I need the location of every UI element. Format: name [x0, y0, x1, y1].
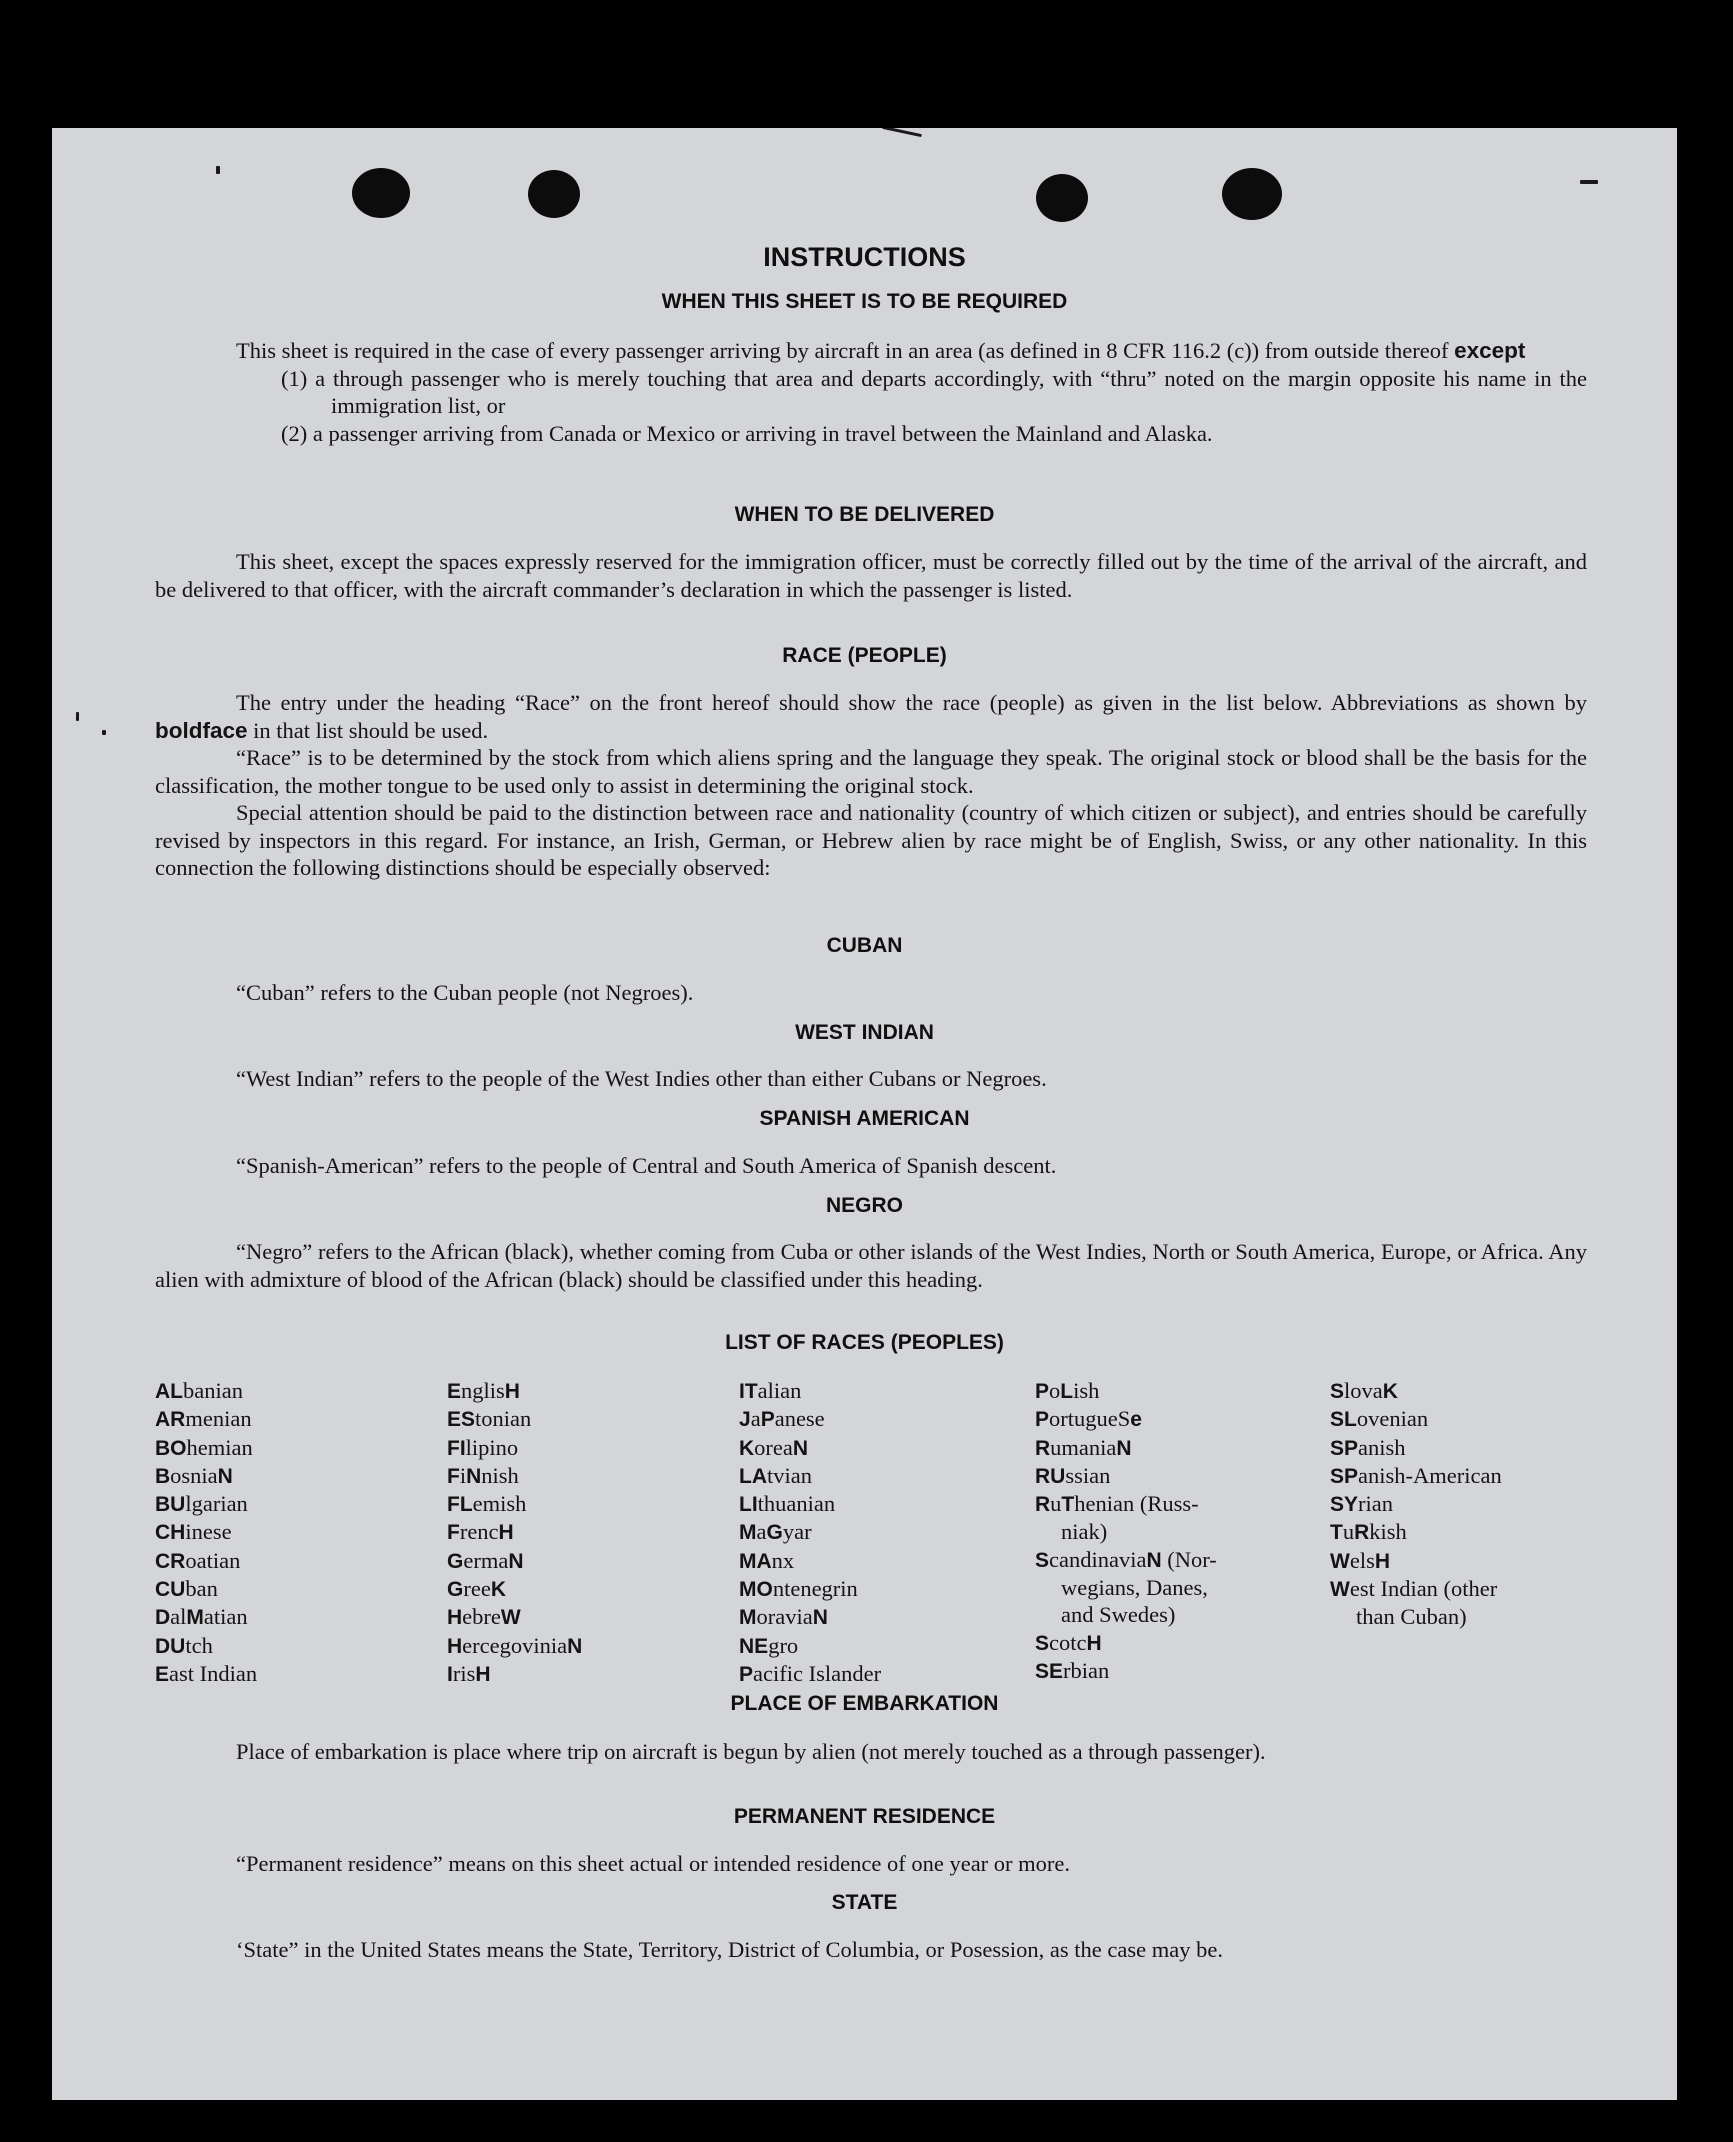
- race-entry: SErbian: [1035, 1657, 1110, 1683]
- exception-item-1: (1) a through passenger who is merely touching that area and departs accordingly, with “thru” noted on the margin opposite his name in the immigration list, or: [281, 365, 1587, 418]
- paragraph-state: ‘State” in the United States means the State, Territory, District of Columbia, or Posession, as the case may be.: [236, 1937, 1223, 1962]
- race-entry: SLovenian: [1330, 1406, 1429, 1432]
- paragraph-west-indian: “West Indian” refers to the people of the West Indies other than either Cubans or Negroes.: [236, 1066, 1047, 1091]
- race-entry: ITalian: [739, 1378, 802, 1403]
- punch-hole: [1036, 174, 1088, 222]
- race-entry: MoraviaN: [739, 1604, 828, 1630]
- race-entry: ScotcH: [1035, 1629, 1102, 1655]
- race-entry: BOhemian: [155, 1434, 253, 1460]
- race-entry: FrencH: [447, 1519, 514, 1545]
- race-list-column-4: [1035, 1377, 1217, 1685]
- race-entry: BosniaN: [155, 1462, 233, 1488]
- punch-hole: [528, 170, 580, 218]
- race-entry: RuThenian (Russ-: [1035, 1491, 1199, 1517]
- punch-hole: [352, 168, 410, 218]
- race-entry-continuation: than Cuban): [1356, 1604, 1467, 1630]
- speck: [1580, 180, 1598, 184]
- race-list-column-3: [739, 1377, 881, 1688]
- section-title-west-indian: WEST INDIAN: [795, 1021, 934, 1044]
- race-entry: WelsH: [1330, 1547, 1390, 1573]
- race-entry: SPanish-American: [1330, 1462, 1502, 1488]
- race-entry: SYrian: [1330, 1491, 1393, 1517]
- race-entry: ScandinaviaN (Nor-: [1035, 1546, 1217, 1572]
- race-entry: CUban: [155, 1576, 218, 1602]
- race-entry: KoreaN: [739, 1434, 809, 1460]
- race-entry: BUlgarian: [155, 1491, 248, 1517]
- paragraph-spanish-american: “Spanish-American” refers to the people of Central and South America of Spanish descent.: [236, 1153, 1057, 1178]
- race-entry: DUtch: [155, 1632, 213, 1658]
- race-entry: Pacific Islander: [739, 1660, 882, 1686]
- speck: [882, 128, 922, 137]
- race-entry: RUssian: [1035, 1462, 1111, 1488]
- speck: [76, 712, 79, 721]
- race-entry: RumaniaN: [1035, 1434, 1132, 1460]
- section-title-delivered: WHEN TO BE DELIVERED: [734, 503, 995, 526]
- speck: [102, 730, 106, 735]
- section-title-race: RACE (PEOPLE): [782, 644, 947, 667]
- section-title-embarkation: PLACE OF EMBARKATION: [730, 1692, 999, 1715]
- race-entry: JaPanese: [739, 1406, 825, 1432]
- race-entry: MOntenegrin: [739, 1576, 858, 1602]
- race-entry: ARmenian: [155, 1406, 252, 1432]
- race-text-2: in that list should be used.: [253, 717, 489, 743]
- race-entry: MaGyar: [739, 1519, 812, 1545]
- race-text-1: The entry under the heading “Race” on the front hereof should show the race (people) as given in the list below. Abbreviations as shown by: [236, 690, 1587, 715]
- race-text-3: “Race” is to be determined by the stock from which aliens spring and the language they speak. The original stock or blood shall be the basis for the classification, the mother tongue to be used only to assist in determining the original stock.: [155, 745, 1587, 798]
- race-entry: SlovaK: [1330, 1378, 1398, 1403]
- section-title-residence: PERMANENT RESIDENCE: [733, 1805, 996, 1828]
- race-entry: NEgro: [739, 1632, 799, 1658]
- race-entry: PoLish: [1035, 1378, 1100, 1403]
- race-entry: ALbanian: [155, 1378, 243, 1403]
- race-entry: LAtvian: [739, 1462, 812, 1488]
- race-entry: CRoatian: [155, 1547, 241, 1573]
- race-entry: West Indian (other: [1330, 1576, 1498, 1602]
- race-text-4: Special attention should be paid to the distinction between race and nationality (country of which citizen or subject), and entries should be carefully revised by inspectors in this regard. For instance, an Irish, German, or Hebrew alien by race might be of English, Swiss, or any other nationality. In this connection the following distinctions should be especially observed:: [155, 800, 1587, 880]
- section-title-cuban: CUBAN: [826, 934, 903, 957]
- paragraph-embarkation: Place of embarkation is place where trip on aircraft is begun by alien (not merely touched as a through passenger).: [236, 1739, 1266, 1764]
- required-text: This sheet is required in the case of every passenger arriving by aircraft in an area (as defined in 8 CFR 116.2 (c)) from outside thereof: [236, 338, 1449, 363]
- section-title-negro: NEGRO: [825, 1194, 903, 1217]
- race-entry: GermaN: [447, 1547, 524, 1573]
- race-entry: IrisH: [447, 1660, 491, 1686]
- race-entry: MAnx: [739, 1547, 795, 1573]
- race-list-column-1: [155, 1377, 257, 1688]
- paragraph-race: [155, 689, 1587, 882]
- paragraph-delivered: This sheet, except the spaces expressly reserved for the immigration officer, must be correctly filled out by the time of the arrival of the aircraft, and be delivered to that officer, with the aircraft commander’s declaration in which the passenger is listed.: [155, 549, 1587, 602]
- section-title-state: STATE: [831, 1891, 898, 1914]
- race-entry-continuation: and Swedes): [1061, 1602, 1176, 1628]
- paragraph-cuban: “Cuban” refers to the Cuban people (not Negroes).: [236, 980, 694, 1005]
- race-entry: East Indian: [155, 1660, 258, 1686]
- document-sheet: [52, 128, 1677, 2100]
- race-entry: SPanish: [1330, 1434, 1406, 1460]
- section-title-required: WHEN THIS SHEET IS TO BE REQUIRED: [661, 290, 1068, 313]
- race-entry: DalMatian: [155, 1604, 248, 1630]
- paragraph-required: [155, 337, 1587, 447]
- race-entry: LIthuanian: [739, 1491, 836, 1517]
- race-entry: GreeK: [447, 1576, 506, 1602]
- race-entry: FLemish: [447, 1491, 527, 1517]
- race-entry: HercegoviniaN: [447, 1632, 583, 1658]
- section-title-spanish-american: SPANISH AMERICAN: [759, 1107, 970, 1130]
- except-keyword: except: [1454, 338, 1526, 363]
- exception-item-2: (2) a passenger arriving from Canada or Mexico or arriving in travel between the Mainland and Alaska.: [281, 420, 1213, 446]
- page-title: INSTRUCTIONS: [763, 242, 966, 272]
- race-entry: HebreW: [447, 1604, 521, 1630]
- section-title-list: LIST OF RACES (PEOPLES): [725, 1331, 1004, 1354]
- race-entry: CHinese: [155, 1519, 232, 1545]
- race-entry: TuRkish: [1330, 1519, 1407, 1545]
- race-entry: FIlipino: [447, 1434, 519, 1460]
- boldface-keyword: boldface: [155, 717, 248, 743]
- race-list-column-5: [1330, 1377, 1502, 1631]
- race-entry-continuation: wegians, Danes,: [1061, 1575, 1208, 1601]
- race-entry: EnglisH: [447, 1378, 520, 1403]
- speck: [216, 166, 220, 174]
- race-entry: FiNnish: [447, 1462, 519, 1488]
- paragraph-negro: “Negro” refers to the African (black), whether coming from Cuba or other islands of the West Indies, North or South America, Europe, or Africa. Any alien with admixture of blood of the African (black) should be classified under this heading.: [155, 1239, 1587, 1292]
- race-entry-continuation: niak): [1061, 1519, 1108, 1545]
- race-list-column-2: [447, 1377, 582, 1688]
- race-entry: EStonian: [447, 1406, 532, 1432]
- race-entry: PortugueSe: [1035, 1406, 1142, 1432]
- paragraph-residence: “Permanent residence” means on this sheet actual or intended residence of one year or more.: [236, 1851, 1071, 1876]
- punch-hole: [1222, 168, 1282, 220]
